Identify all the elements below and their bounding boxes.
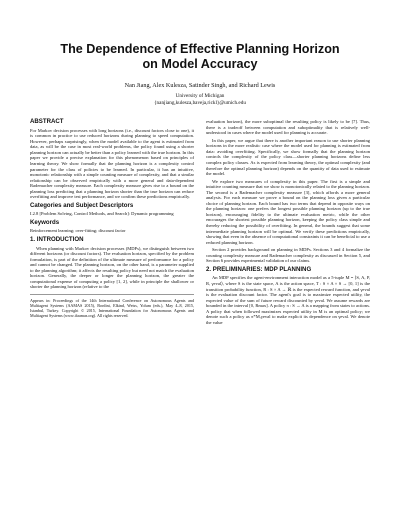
intro-continued-paragraph: evaluation horizon), the more suboptimal the resulting policy is likely to be [7]. Thus, there is a tradeoff between computation and suboptimality that is relatively well-understood in cases where the model used for planning is accurate. [206, 119, 370, 136]
categories-text: I.2.8 [Problem Solving, Control Methods, and Search]: Dynamic programming [30, 211, 174, 217]
introduction-heading: 1. INTRODUCTION [30, 236, 84, 244]
abstract-text: For Markov decision processes with long horizons (i.e., discount factors close to one), it is common in practice to use reduced horizons during planning to speed computation. However, perhaps surprisingly, when the model available to the agent is estimated from data, as will be the case in most real-world problems, the policy found using a shorter planning horizon can actually be better than a policy learned with the true horizon. In this paper we provide a precise explanation for this phenomenon based on principles of learning theory. We show formally that the planning horizon is a complexity control parameter for the class of policies to be learned. In particular, it has an intuitive, monotonic relationship with a simple counting measure of complexity, and that a similar relationship can be observed empirically with a more general and data-dependent Rademacher complexity measure. Each complexity measure gives rise to a bound on the planning loss predicting that a planning horizon shorter than the true horizon can reduce overfitting and improve test performance, and we confirm these predictions empirically. [30, 127, 194, 200]
affiliation-institution: University of Michigan [175, 93, 225, 99]
paper-title [30, 42, 370, 72]
title-line-1: The Dependence of Effective Planning Horizon [60, 42, 340, 56]
keywords-heading: Keywords [30, 218, 60, 226]
left-column [30, 119, 194, 327]
two-column-body [30, 119, 370, 327]
preliminaries-text: An MDP specifies the agent-environment interaction model as a 5-tuple M = ⟨S, A, P, R, γeval⟩, where S is the state space, A is the action space, T : S × A × S → [0, 1] is the transition probability function, R : S × A → ℝ is the expected reward function, and γeval is the evaluation discount factor. The agent's goal is to maximize expected utility, the expected value of the sum of future reward discounted by γeval. We assume rewards are bounded in the interval [0, Rmax]. A policy π : S → A is a mapping from states to actions. A policy that when followed maximizes expected utility in M is an optimal policy; we denote such a policy as π*M,γeval to make explicit its dependence on γeval. We denote the value [206, 275, 370, 325]
affiliation [30, 93, 370, 106]
intro-paragraph-outline: Section 2 provides background on planning in MDPs. Sections 3 and 4 formalize the counting complexity measure and Rademacher complexity as discussed in Section 5, and Section 6 provides experimental validation of our claims. [206, 247, 370, 264]
authors: Nan Jiang, Alex Kulesza, Satinder Singh, and Richard Lewis [124, 82, 276, 89]
intro-paragraph-overfitting: In this paper, we argue that there is another important reason to use shorter planning horizons in the more realistic case where the model used for planning is estimated from data: avoiding overfitting. Specifically, we show formally that the planning horizon controls the complexity of the policy class—shorter planning horizons define less complex policy classes. As is expected from learning theory, the optimal complexity (and therefore the optimal planning horizon) depends on the quantity of data used to estimate the model. [206, 137, 370, 177]
right-column [206, 119, 370, 327]
preliminaries-heading: 2. PRELIMINARIES: MDP PLANNING [206, 265, 312, 273]
keywords-text: Reinforcement learning; over-fitting; discount factor [30, 228, 126, 234]
affiliation-emails: {nanjiang,kulesza,baveja,rickl}@umich.edu [154, 99, 246, 106]
abstract-heading: ABSTRACT [30, 118, 64, 126]
introduction-text: When planning with Markov decision processes (MDPs), we distinguish between two different horizons (or discount factors). The evaluation horizon, specified by the problem formulation, is part of the definition of the ultimate measure of performance for a policy and cannot be changed. The planning horizon, on the other hand, is a parameter supplied to the planning algorithm; it affects the resulting policy but need not match the evaluation horizon. Generally, the deeper or longer the planning horizon, the greater the computational expense of computing a policy [1, 2], while in principle the shallower or shorter the planning horizon (relative to the [30, 245, 194, 290]
intro-paragraph-measures: We explore two measures of complexity in this paper. The first is a simple and intuitive counting measure that we show is monotonically related to the planning horizon. The second is a Rademacher complexity measure [3], which affords a more general analysis. For each measure we prove a bound on the planning loss given a particular choice of planning horizon. Each bound has two terms that depend in opposite ways on the planning horizon: one prefers the longest possible planning horizon (up to the true horizon), encouraging fidelity to the ultimate evaluation metric, while the other encourages the shortest possible planning horizon, keeping the policy class simple and thereby reducing the possibility of overfitting. In general, the bounds suggest that some intermediate planning horizon will be optimal. We verify these predictions empirically, showing that even in the absence of computational constraints it can be beneficial to use a reduced planning horizon. [206, 178, 370, 245]
copyright-notice: Appears in: Proceedings of the 14th International Conference on Autonomous Agents and Multiagent Systems (AAMAS 2015), Bordini, Elkind, Weiss, Yolum (eds.), May 4–8, 2015, Istanbul, Turkey. Copyright © 2015, International Foundation for Autonomous Agents and Multiagent Systems (www.ifaamas.org). All rights reserved. [30, 294, 194, 318]
title-line-2: on Model Accuracy [142, 57, 258, 71]
categories-heading: Categories and Subject Descriptors [30, 201, 134, 209]
